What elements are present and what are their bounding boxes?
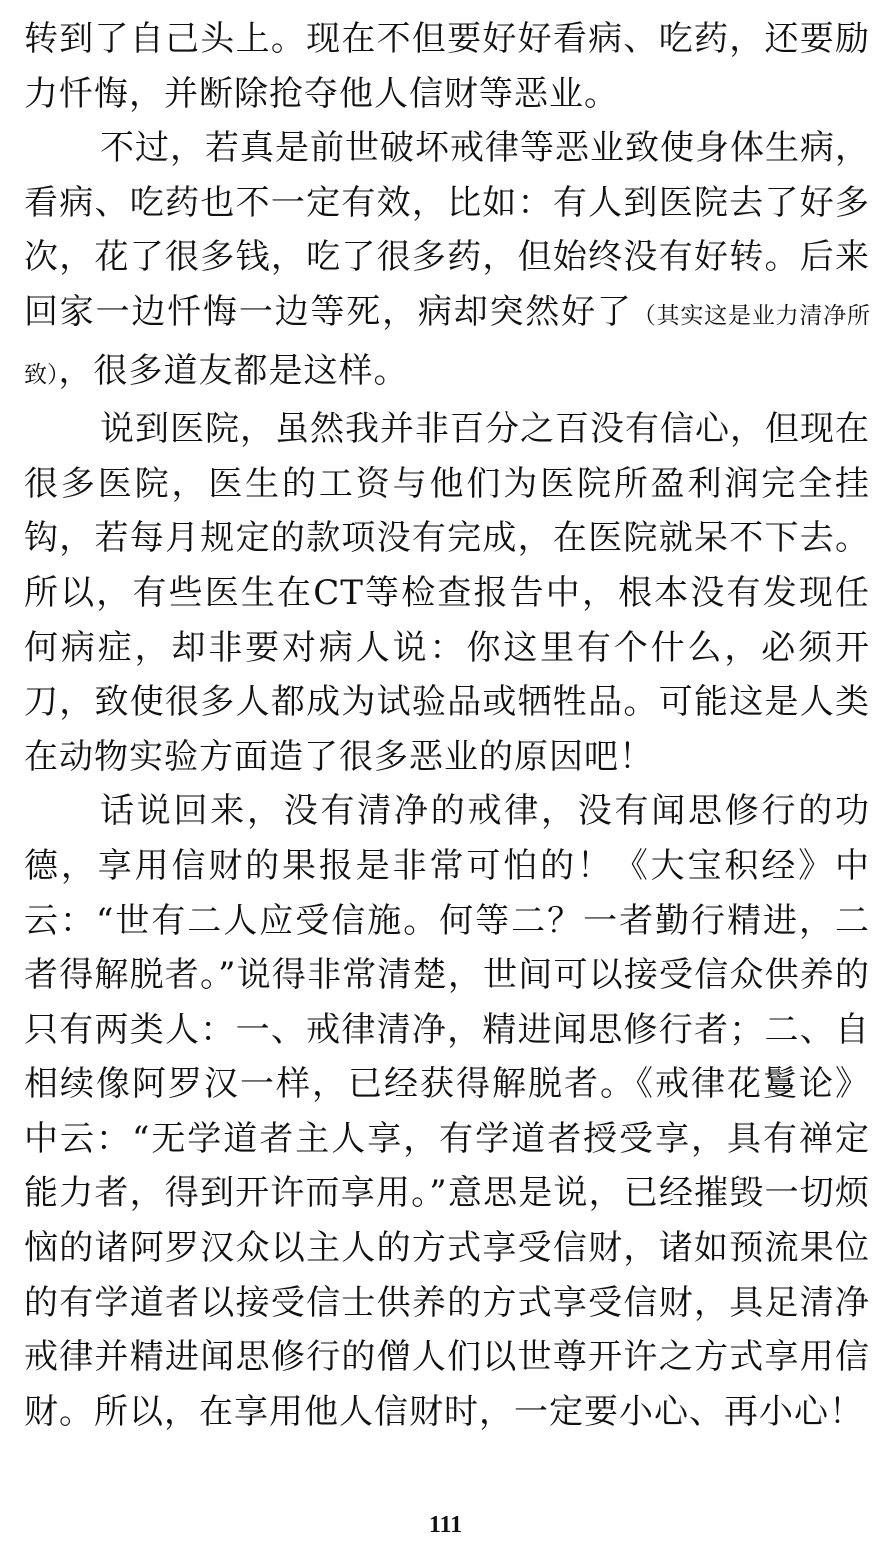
page-number: 111: [428, 1512, 463, 1538]
paragraph-2-tail: ，很多道友都是这样。: [58, 350, 409, 391]
paragraph-2-main: 不过，若真是前世破坏戒律等恶业致使身体生病，看病、吃药也不一定有效，比如：有人到医院去了好多次，花了很多钱，吃了很多药，但始终没有好转。后来回家一边忏悔一边等死，病却突然好了: [24, 128, 870, 332]
paragraph-2-note: （其实这是业力清净所致）: [24, 302, 871, 388]
paragraph-2: [24, 121, 870, 402]
body-text: [24, 12, 870, 1439]
paragraph-4: 话说回来，没有清净的戒律，没有闻思修行的功德，享用信财的果报是非常可怕的！《大宝积经》中云：“世有二人应受信施。何等二？一者勤行精进，二者得解脱者。”说得非常清楚，世间可以接受信众供养的只有两类人：一、戒律清净，精进闻思修行者；二、自相续像阿罗汉一样，已经获得解脱者。《戒律花鬘论》中云：“无学道者主人享，有学道者授受享，具有禅定能力者，得到开许而享用。”意思是说，已经摧毁一切烦恼的诸阿罗汉众以主人的方式享受信财，诸如预流果位的有学道者以接受信士供养的方式享受信财，具足清净戒律并精进闻思修行的僧人们以世尊开许之方式享用信财。所以，在享用他人信财时，一定要小心、再小心！: [24, 791, 870, 1432]
paragraph-3: 说到医院，虽然我并非百分之百没有信心，但现在很多医院，医生的工资与他们为医院所盈利润完全挂钩，若每月规定的款项没有完成，在医院就呆不下去。所以，有些医生在CT等检查报告中，根本没有发现任何病症，却非要对病人说：你这里有个什么，必须开刀，致使很多人都成为试验品或牺牲品。可能这是人类在动物实验方面造了很多恶业的原因吧！: [24, 409, 870, 777]
paragraph-1: 转到了自己头上。现在不但要好好看病、吃药，还要励力忏悔，并断除抢夺他人信财等恶业。: [24, 19, 870, 114]
